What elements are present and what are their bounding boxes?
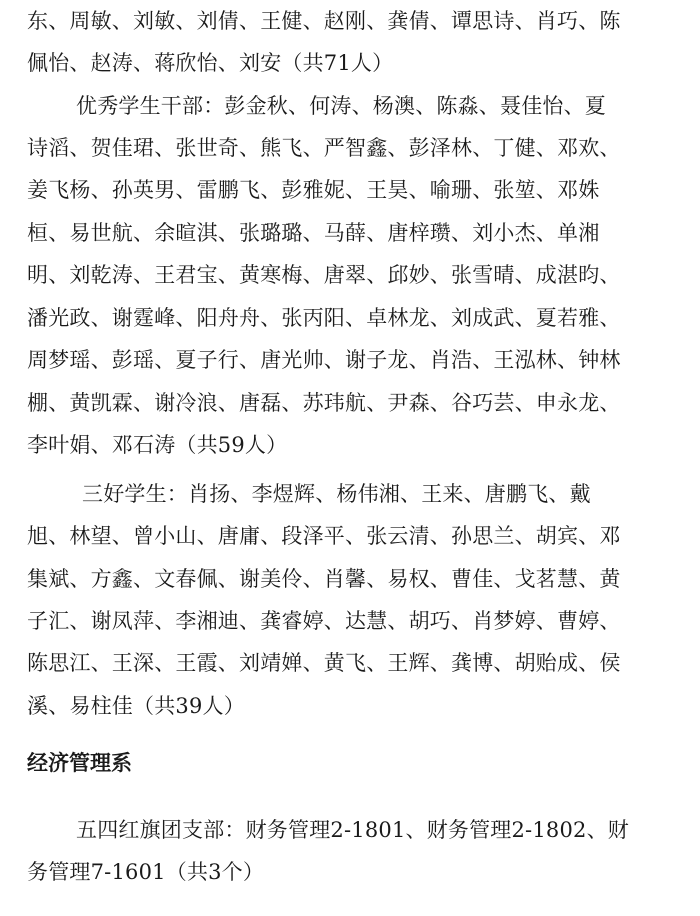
text-line: 周梦瑶、彭瑶、夏子行、唐光帅、谢子龙、肖浩、王泓林、钟林 xyxy=(27,348,621,372)
text-line: 子汇、谢凤萍、李湘迪、龚睿婷、达慧、胡巧、肖梦婷、曹婷、 xyxy=(27,609,621,633)
paragraph-first-line: 五四红旗团支部：财务管理2-1801、财务管理2-1802、财 xyxy=(76,818,629,842)
paragraph-first-line: 优秀学生干部：彭金秋、何涛、杨澳、陈淼、聂佳怡、夏 xyxy=(76,94,606,118)
text-line: 桓、易世航、余暄淇、张璐璐、马薛、唐梓瓒、刘小杰、单湘 xyxy=(27,221,600,245)
text-line: 务管理7-1601（共3个） xyxy=(27,860,265,884)
text-line: 李叶娟、邓石涛（共59人） xyxy=(27,433,288,457)
text-line: 诗滔、贺佳珺、张世奇、熊飞、严智鑫、彭泽林、丁健、邓欢、 xyxy=(27,136,621,160)
text-line: 陈思江、王深、王霞、刘靖婵、黄飞、王辉、龚博、胡贻成、侯 xyxy=(27,651,621,675)
text-line: 明、刘乾涛、王君宝、黄寒梅、唐翠、邱妙、张雪晴、成湛昀、 xyxy=(27,263,621,287)
text-line: 潘光政、谢霆峰、阳舟舟、张丙阳、卓林龙、刘成武、夏若雅、 xyxy=(27,306,621,330)
text-line: 姜飞杨、孙英男、雷鹏飞、彭雅妮、王昊、喻珊、张堃、邓姝 xyxy=(27,178,600,202)
text-line: 棚、黄凯霖、谢冷浪、唐磊、苏玮航、尹森、谷巧芸、申永龙、 xyxy=(27,391,621,415)
text-line: 佩怡、赵涛、蒋欣怡、刘安（共71人） xyxy=(27,51,394,75)
text-line: 东、周敏、刘敏、刘倩、王健、赵刚、龚倩、谭思诗、肖巧、陈 xyxy=(27,9,621,33)
text-line: 集斌、方鑫、文春佩、谢美伶、肖馨、易权、曹佳、戈茗慧、黄 xyxy=(27,567,621,591)
text-line: 溪、易柱佳（共39人） xyxy=(27,694,245,718)
section-heading: 经济管理系 xyxy=(27,751,132,775)
text-line: 旭、林望、曾小山、唐庸、段泽平、张云清、孙思兰、胡宾、邓 xyxy=(27,524,621,548)
paragraph-first-line: 三好学生：肖扬、李煜辉、杨伟湘、王来、唐鹏飞、戴 xyxy=(82,482,591,506)
